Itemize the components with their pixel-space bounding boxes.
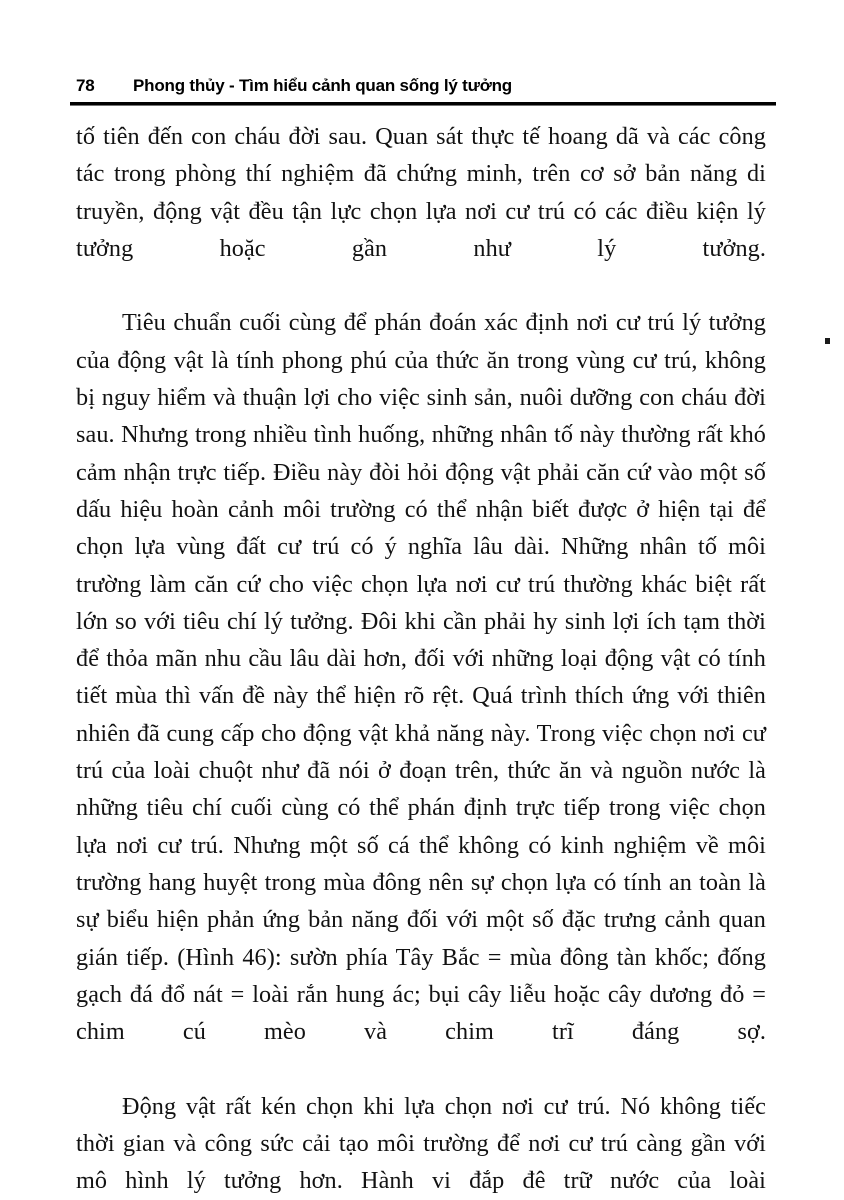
paragraph-2: Tiêu chuẩn cuối cùng để phán đoán xác định nơi cư trú lý tưởng của động vật là tính phong phú của thức ăn trong vùng cư trú, không bị nguy hiểm và thuận lợi cho việc sinh sản, nuôi dưỡng con cháu đời sau. Nhưng trong nhiều tình huống, những nhân tố này thường rất khó cảm nhận trực tiếp. Điều này đòi hỏi động vật phải căn cứ vào một số dấu hiệu hoàn cảnh môi trường có thể nhận biết được ở hiện tại để chọn lựa vùng đất cư trú có ý nghĩa lâu dài. Những nhân tố môi trường làm căn cứ cho việc chọn lựa nơi cư trú thường khác biệt rất lớn so với tiêu chí lý tưởng. Đôi khi cần phải hy sinh lợi ích tạm thời để thỏa mãn nhu cầu lâu dài hơn, đối với những loại động vật có tính tiết mùa thì vấn đề này thể hiện rõ rệt. Quá trình thích ứng với thiên nhiên đã cung cấp cho động vật khả năng này. Trong việc chọn nơi cư trú của loài chuột như đã nói ở đoạn trên, thức ăn và nguồn nước là những tiêu chí cuối cùng có thể phán định trực tiếp trong việc chọn lựa nơi cư trú. Nhưng một số cá thể không có kinh nghiệm về môi trường hang huyệt trong mùa đông nên sự chọn lựa có tính an toàn là sự biểu hiện phản ứng bản năng đối với một số đặc trưng cảnh quan gián tiếp. (Hình 46): sườn phía Tây Bắc = mùa đông tàn khốc; đống gạch đá đổ nát = loài rắn hung ác; bụi cây liễu hoặc cây dương đỏ = chim cú mèo và chim trĩ đáng sợ.	[76, 309, 766, 1046]
paragraph-1: tố tiên đến con cháu đời sau. Quan sát thực tế hoang dã và các công tác trong phòng thí nghiệm đã chứng minh, trên cơ sở bản năng di truyền, động vật đều tận lực chọn lựa nơi cư trú có các điều kiện lý tưởng hoặc gần như lý tưởng.	[76, 123, 766, 262]
body-text-block	[76, 118, 766, 1200]
header-rule	[70, 102, 776, 105]
running-title: Phong thủy - Tìm hiểu cảnh quan sống lý tưởng	[133, 76, 512, 95]
running-head	[76, 76, 776, 96]
page-number: 78	[76, 76, 95, 95]
paragraph-3: Động vật rất kén chọn khi lựa chọn nơi cư trú. Nó không tiếc thời gian và công sức cải tạo môi trường để nơi cư trú càng gần với mô hình lý tưởng hơn. Hành vi đắp đê trữ nước của loài	[76, 1092, 766, 1195]
scan-speck-icon	[825, 338, 830, 344]
